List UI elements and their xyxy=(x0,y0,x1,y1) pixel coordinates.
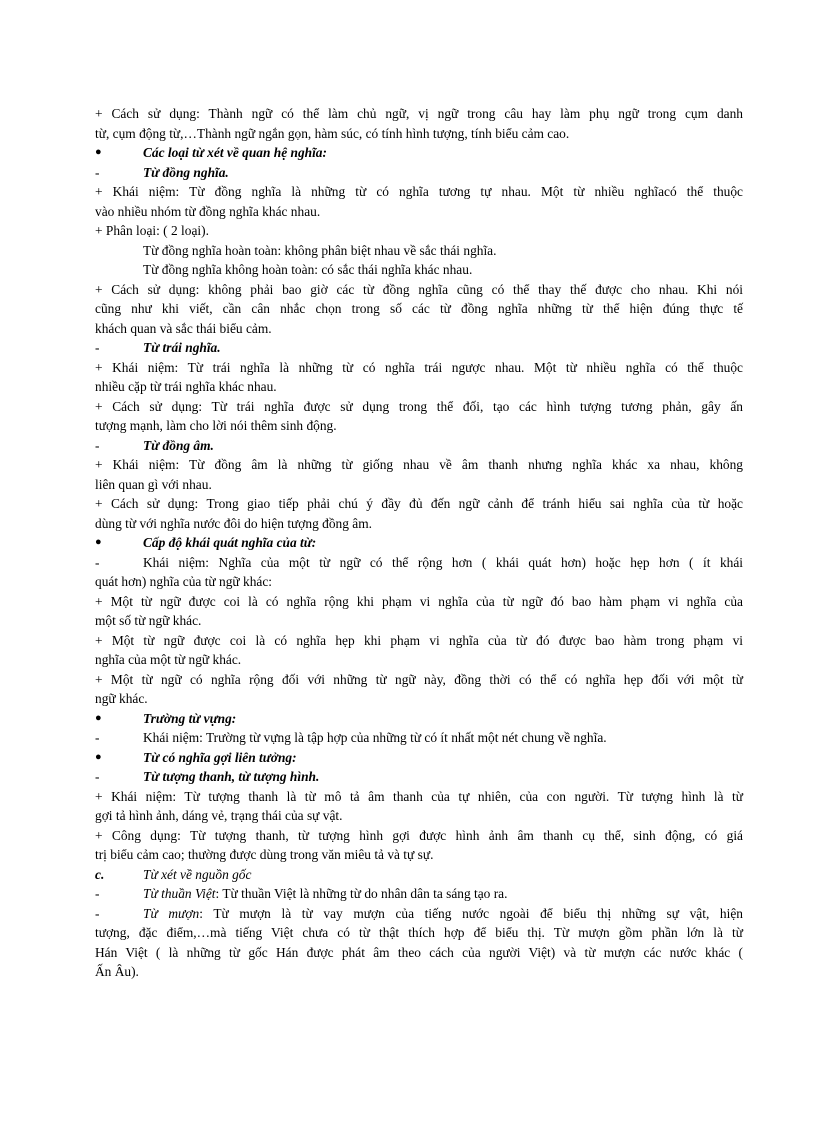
text-line: + Cách sử dụng: Thành ngữ có thể làm chủ ngữ, vị ngữ trong câu hay làm phụ ngữ trong cụm danh xyxy=(95,106,743,121)
section-letter: c. xyxy=(95,866,105,882)
text-line: tượng mạnh, làm cho lời nói thêm sinh động. xyxy=(95,418,337,433)
dash-marker: - xyxy=(95,437,100,453)
bullet-heading xyxy=(95,533,743,553)
text-line: nghĩa của một từ ngữ khác. xyxy=(95,652,242,667)
text-line: dùng từ với nghĩa nước đôi do hiện tượng đồng âm. xyxy=(95,515,372,531)
text-line: + Một từ ngữ được coi là có nghĩa hẹp khi phạm vi nghĩa của từ đó được bao hàm trong phạm vi xyxy=(95,632,743,648)
dash-marker: - xyxy=(95,340,100,355)
dash-marker: - xyxy=(95,554,100,570)
dash-heading xyxy=(95,436,743,456)
text-line: + Khái niệm: Từ trái nghĩa là những từ có nghĩa trái ngược nhau. Một từ nhiều nghĩa có thể thuộc xyxy=(95,359,743,375)
dash-item xyxy=(95,728,743,748)
subheading-text: Từ tượng thanh, từ tượng hình. xyxy=(143,769,320,784)
section-heading xyxy=(95,865,743,885)
text-line: cũng như khi viết, cần cân nhắc chọn trong số các từ đồng nghĩa những từ thể hiện đúng thực tế xyxy=(95,301,743,316)
item-text: Khái niệm: Trường từ vựng là tập hợp của những từ có ít nhất một nét chung về nghĩa. xyxy=(143,730,607,745)
term-definition: : Từ thuần Việt là những từ do nhân dân ta sáng tạo ra. xyxy=(215,886,508,901)
text-line: gợi tả hình ảnh, dáng vẻ, trạng thái của sự vật. xyxy=(95,808,343,823)
item-text xyxy=(143,884,743,904)
text-line: + Cách sử dụng: Trong giao tiếp phải chú ý đầy đủ đến ngữ cảnh để tránh hiểu sai nghĩa của từ hoặc xyxy=(95,496,743,511)
text-line: từ, cụm động từ,…Thành ngữ ngắn gọn, hàm súc, có tính hình tượng, tính biểu cảm cao. xyxy=(95,125,570,141)
dash-heading xyxy=(95,767,743,787)
bullet-icon: ● xyxy=(95,750,102,763)
text-line: một số từ ngữ khác. xyxy=(95,613,202,628)
text-line: + Khái niệm: Từ tượng thanh là từ mô tả âm thanh của tự nhiên, của con người. Từ tượng hình là từ xyxy=(95,788,743,804)
text-line: trị biểu cảm cao; thường được dùng trong văn miêu tả và tự sự. xyxy=(95,847,434,862)
dash-marker: - xyxy=(95,886,100,901)
text-line: vào nhiều nhóm từ đồng nghĩa khác nhau. xyxy=(95,203,321,219)
dash-heading xyxy=(95,338,743,358)
heading-text: Trường từ vựng: xyxy=(143,710,237,726)
dash-marker: - xyxy=(95,730,100,745)
text-line: + Cách sử dụng: Từ trái nghĩa được sử dụng trong thể đối, tạo các hình tượng tương phản, gây ấn xyxy=(95,398,743,414)
indented-line: Từ đồng nghĩa hoàn toàn: không phân biệt nhau về sắc thái nghĩa. xyxy=(143,242,497,258)
heading-text: Từ có nghĩa gợi liên tưởng: xyxy=(143,749,297,765)
text-line: tượng, đặc điểm,…mà tiếng Việt chưa có từ thật thích hợp để biểu thị. Từ mượn gồm phần lớn là từ xyxy=(95,925,743,940)
text-line: khách quan và sắc thái biểu cảm. xyxy=(95,320,272,336)
text-line: quát hơn) nghĩa của từ ngữ khác: xyxy=(95,574,273,589)
item-text: Khái niệm: Nghĩa của một từ ngữ có thể rộng hơn ( khái quát hơn) hoặc hẹp hơn ( ít khái xyxy=(143,554,743,570)
text-line: Ấn Âu). xyxy=(95,964,139,979)
document-page xyxy=(95,104,743,982)
bullet-icon: ● xyxy=(95,536,102,548)
text-line: + Khái niệm: Từ đồng nghĩa là những từ có nghĩa tương tự nhau. Một từ nhiều nghĩacó thể thuộc xyxy=(95,184,743,199)
text-line: + Cách sử dụng: không phải bao giờ các từ đồng nghĩa cũng có thể thay thế được cho nhau. Khi nói xyxy=(95,281,743,297)
text-line: nhiều cặp từ trái nghĩa khác nhau. xyxy=(95,379,277,394)
section-title: Từ xét về nguồn gốc xyxy=(143,866,252,882)
text-line: + Công dụng: Từ tượng thanh, từ tượng hình gợi được hình ảnh âm thanh cụ thể, sinh động, có giá xyxy=(95,827,743,843)
heading-text: Các loại từ xét về quan hệ nghĩa: xyxy=(143,145,327,160)
text-line: ngữ khác. xyxy=(95,691,148,706)
dash-marker: - xyxy=(95,164,100,180)
bullet-heading xyxy=(95,143,743,163)
subheading-text: Từ đồng nghĩa. xyxy=(143,164,229,180)
dash-marker: - xyxy=(95,769,100,784)
bullet-heading xyxy=(95,709,743,729)
indented-line: Từ đồng nghĩa không hoàn toàn: có sắc thái nghĩa khác nhau. xyxy=(143,262,473,277)
bullet-icon: ● xyxy=(95,146,102,158)
bullet-heading xyxy=(95,748,743,768)
subheading-text: Từ trái nghĩa. xyxy=(143,340,221,355)
dash-item xyxy=(95,904,743,924)
term-italic: Từ thuần Việt xyxy=(143,886,216,901)
subheading-text: Từ đồng âm. xyxy=(143,437,214,453)
text-line: liên quan gì với nhau. xyxy=(95,476,212,492)
dash-item xyxy=(95,553,743,573)
heading-text: Cấp độ khái quát nghĩa của từ: xyxy=(143,535,317,550)
term-definition: : Từ mượn là từ vay mượn của tiếng nước ngoài để biểu thị những sự vật, hiện xyxy=(199,905,743,921)
text-line: + Một từ ngữ được coi là có nghĩa rộng khi phạm vi nghĩa của từ ngữ đó bao hàm phạm vi nghĩa của xyxy=(95,593,743,609)
dash-marker: - xyxy=(95,905,100,921)
bullet-icon: ● xyxy=(95,711,102,724)
dash-item xyxy=(95,884,743,904)
term-italic: Từ mượn xyxy=(143,905,200,921)
text-line: Hán Việt ( là những từ gốc Hán được phát âm theo cách của người Việt) và từ mượn các nước khác ( xyxy=(95,944,743,960)
text-line: + Khái niệm: Từ đồng âm là những từ giống nhau về âm thanh nhưng nghĩa khác xa nhau, không xyxy=(95,457,743,472)
text-line: + Phân loại: ( 2 loại). xyxy=(95,223,209,238)
item-text xyxy=(143,904,743,924)
text-line: + Một từ ngữ có nghĩa rộng đối với những từ ngữ này, đồng thời có thể có nghĩa hẹp đối với một từ xyxy=(95,671,743,687)
dash-heading xyxy=(95,163,743,183)
